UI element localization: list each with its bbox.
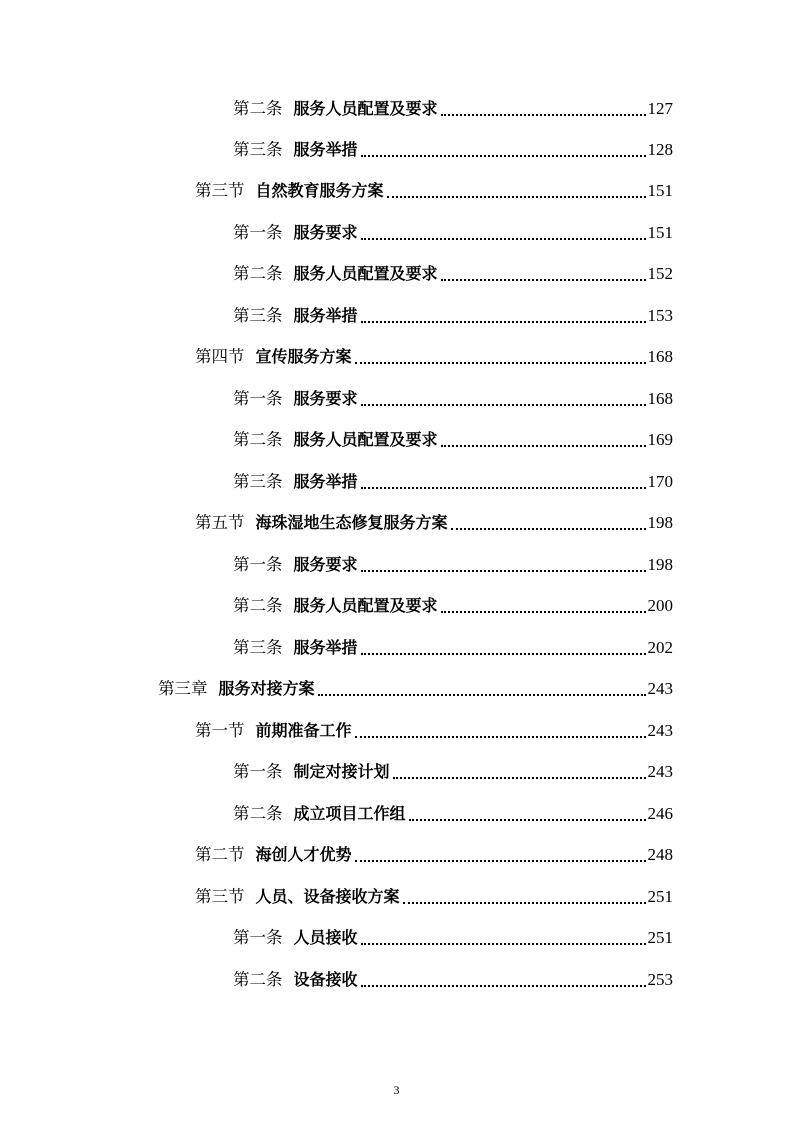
toc-entry-number: 第一条	[233, 762, 283, 781]
toc-entry-title: 服务举措	[293, 306, 358, 325]
dot-leader	[355, 342, 646, 372]
toc-entry-page: 202	[647, 638, 673, 657]
toc-entry-number: 第三条	[233, 306, 283, 325]
toc-entry[interactable]	[233, 259, 673, 289]
toc-entry-page: 251	[647, 928, 673, 947]
dot-leader	[387, 176, 646, 206]
toc-entry-page: 153	[647, 306, 673, 325]
dot-leader	[355, 716, 646, 746]
dot-leader	[361, 965, 646, 995]
toc-entry[interactable]	[195, 508, 673, 538]
toc-entry[interactable]	[233, 757, 673, 787]
dot-leader	[318, 674, 646, 704]
dot-leader	[361, 633, 646, 663]
toc-entry-page: 152	[647, 264, 673, 283]
toc-entry-page: 168	[647, 347, 673, 366]
toc-entry-number: 第一条	[233, 555, 283, 574]
dot-leader	[361, 301, 646, 331]
toc-entry[interactable]	[233, 467, 673, 497]
dot-leader	[355, 840, 646, 870]
toc-entry-title: 海创人才优势	[255, 845, 352, 864]
toc-entry-title: 成立项目工作组	[293, 804, 406, 823]
dot-leader	[361, 218, 646, 248]
toc-entry[interactable]	[233, 218, 673, 248]
toc-entry-number: 第三条	[233, 140, 283, 159]
toc-entry-title: 宣传服务方案	[255, 347, 352, 366]
dot-leader	[361, 550, 646, 580]
toc-entry-page: 198	[647, 513, 673, 532]
toc-entry-title: 人员、设备接收方案	[255, 887, 400, 906]
page-number: 3	[393, 1083, 400, 1097]
toc-entry-number: 第二节	[195, 845, 245, 864]
toc-entry-number: 第一条	[233, 389, 283, 408]
dot-leader	[393, 757, 646, 787]
toc-entry-title: 服务要求	[293, 223, 358, 242]
toc-entry[interactable]	[233, 965, 673, 995]
toc-entry-page: 243	[647, 679, 673, 698]
toc-entry-title: 设备接收	[293, 970, 358, 989]
toc-entry-page: 251	[647, 887, 673, 906]
toc-entry-number: 第二条	[233, 430, 283, 449]
toc-entry-number: 第一条	[233, 928, 283, 947]
toc-entry-page: 243	[647, 721, 673, 740]
dot-leader	[361, 923, 646, 953]
dot-leader	[403, 882, 646, 912]
toc-entry-number: 第二条	[233, 99, 283, 118]
toc-entry-title: 海珠湿地生态修复服务方案	[255, 513, 448, 532]
toc-entry-title: 服务人员配置及要求	[293, 596, 438, 615]
toc-entry-number: 第三节	[195, 887, 245, 906]
toc-entry-title: 服务举措	[293, 638, 358, 657]
toc-entry[interactable]	[233, 633, 673, 663]
dot-leader	[361, 135, 646, 165]
toc-entry-number: 第三章	[158, 679, 208, 698]
toc-entry-title: 前期准备工作	[255, 721, 352, 740]
toc-entry-page: 168	[647, 389, 673, 408]
toc-entry-title: 人员接收	[293, 928, 358, 947]
toc-entry-page: 248	[647, 845, 673, 864]
toc-entry[interactable]	[233, 799, 673, 829]
toc-entry[interactable]	[233, 384, 673, 414]
toc-entry[interactable]	[195, 716, 673, 746]
dot-leader	[441, 591, 646, 621]
toc-entry-number: 第二条	[233, 970, 283, 989]
toc-entry-page: 246	[647, 804, 673, 823]
dot-leader	[451, 508, 646, 538]
toc-entry-page: 151	[647, 223, 673, 242]
toc-entry-number: 第二条	[233, 804, 283, 823]
toc-entry-title: 服务举措	[293, 140, 358, 159]
toc-entry-number: 第四节	[195, 347, 245, 366]
toc-entry[interactable]	[233, 135, 673, 165]
toc-entry-number: 第一节	[195, 721, 245, 740]
dot-leader	[441, 94, 646, 124]
toc-entry-page: 200	[647, 596, 673, 615]
toc-entry-title: 制定对接计划	[293, 762, 390, 781]
toc-entry-number: 第二条	[233, 596, 283, 615]
toc-entry-page: 198	[647, 555, 673, 574]
toc-entry-title: 服务举措	[293, 472, 358, 491]
toc-entry-title: 服务人员配置及要求	[293, 430, 438, 449]
toc-entry-title: 服务人员配置及要求	[293, 264, 438, 283]
toc-entry-page: 170	[647, 472, 673, 491]
toc-entry-number: 第二条	[233, 264, 283, 283]
dot-leader	[441, 259, 646, 289]
toc-entry[interactable]	[233, 425, 673, 455]
toc-entry[interactable]	[233, 550, 673, 580]
dot-leader	[441, 425, 646, 455]
dot-leader	[409, 799, 646, 829]
dot-leader	[361, 384, 646, 414]
toc-entry-page: 151	[647, 181, 673, 200]
toc-entry-title: 服务要求	[293, 389, 358, 408]
toc-entry-page: 127	[647, 99, 673, 118]
toc-entry-page: 243	[647, 762, 673, 781]
toc-entry[interactable]	[195, 176, 673, 206]
toc-entry-number: 第三条	[233, 472, 283, 491]
toc-entry[interactable]	[233, 301, 673, 331]
toc-entry-title: 服务对接方案	[218, 679, 315, 698]
toc-entry-number: 第三条	[233, 638, 283, 657]
dot-leader	[361, 467, 646, 497]
toc-entry-page: 128	[647, 140, 673, 159]
toc-entry-page: 169	[647, 430, 673, 449]
toc-entry-number: 第一条	[233, 223, 283, 242]
toc-entry-page: 253	[647, 970, 673, 989]
toc-entry-title: 服务人员配置及要求	[293, 99, 438, 118]
toc-entry[interactable]	[158, 674, 673, 704]
toc-entry-title: 服务要求	[293, 555, 358, 574]
toc-entry-title: 自然教育服务方案	[255, 181, 384, 200]
toc-entry-number: 第五节	[195, 513, 245, 532]
toc-entry[interactable]	[233, 923, 673, 953]
toc-entry[interactable]	[195, 840, 673, 870]
toc-entry[interactable]	[195, 882, 673, 912]
toc-entry[interactable]	[195, 342, 673, 372]
toc-entry-number: 第三节	[195, 181, 245, 200]
toc-entry[interactable]	[233, 94, 673, 124]
toc-entry[interactable]	[233, 591, 673, 621]
